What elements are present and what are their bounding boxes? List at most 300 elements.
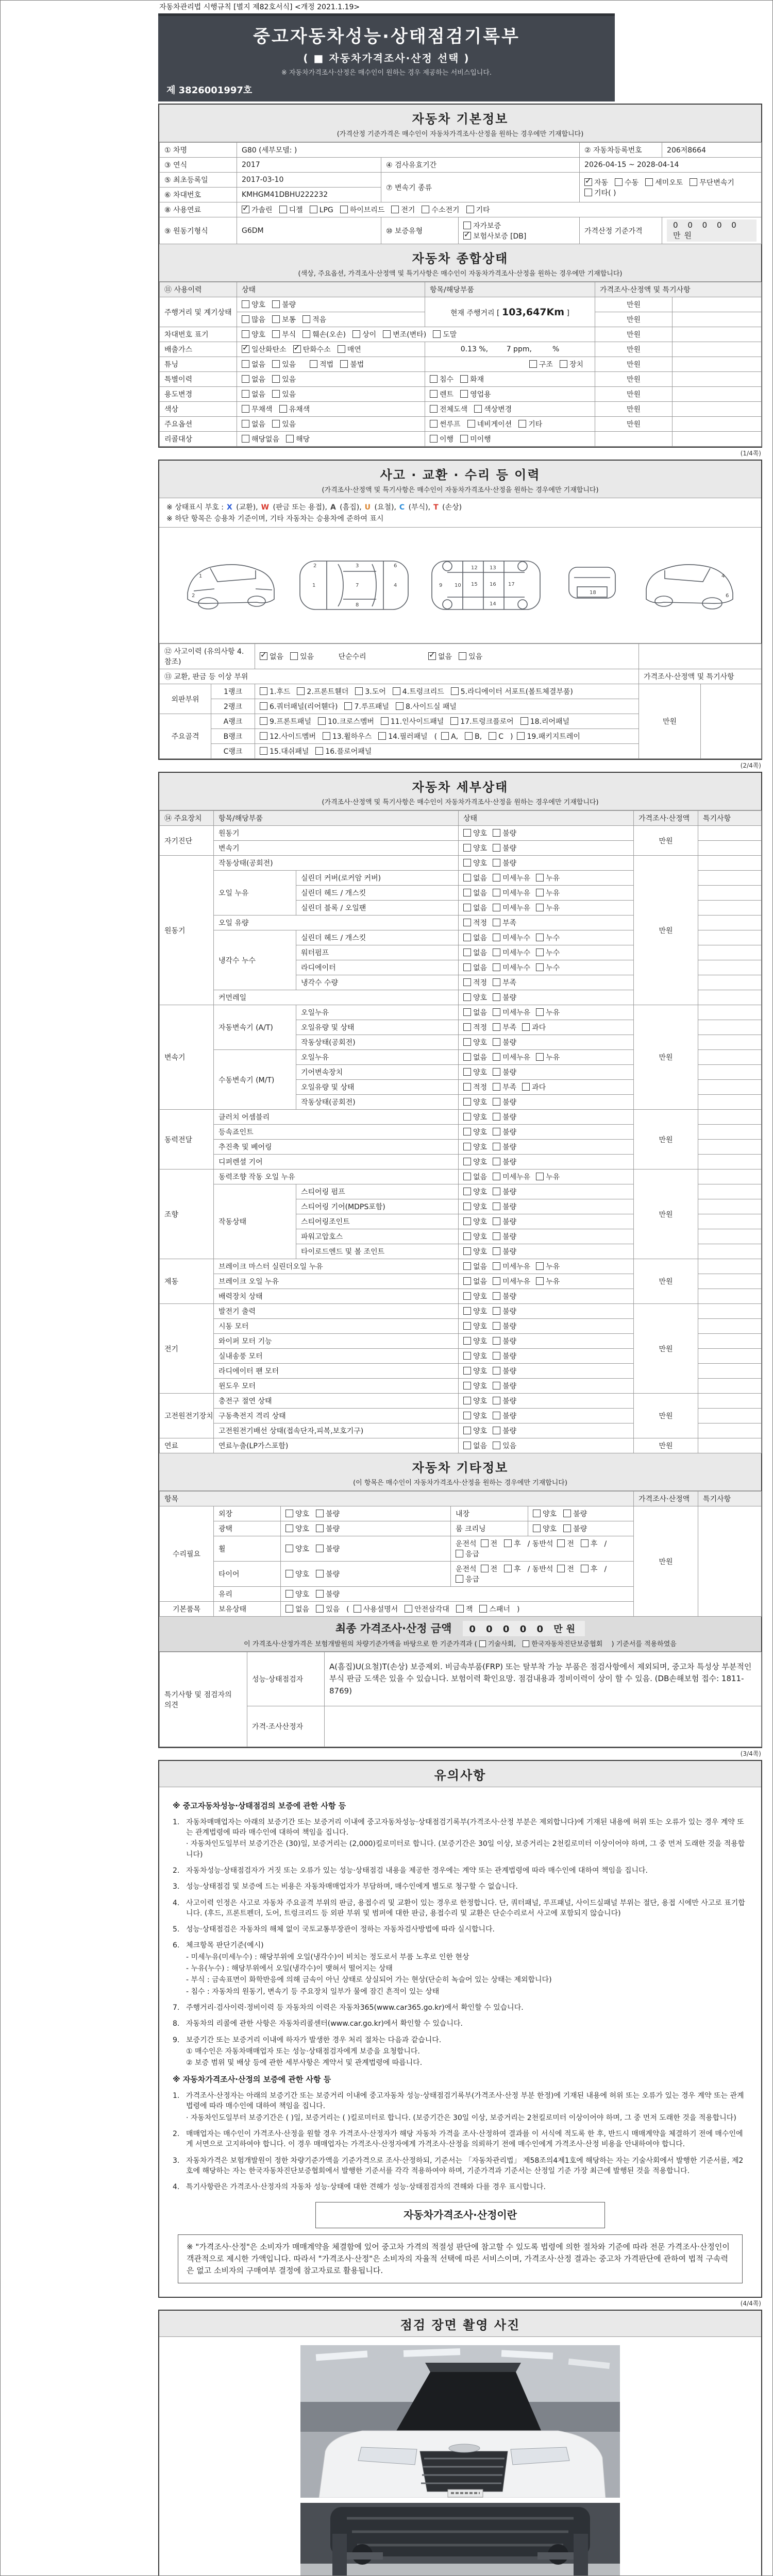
checkbox-option[interactable]: [493, 1022, 516, 1032]
checkbox-option[interactable]: [430, 434, 453, 444]
checkbox-option[interactable]: [690, 177, 734, 188]
checkbox-unchecked[interactable]: [456, 1575, 463, 1583]
checkbox-unchecked[interactable]: [493, 1307, 500, 1315]
checkbox-option[interactable]: [430, 419, 461, 429]
checkbox-option[interactable]: [463, 933, 487, 943]
checkbox-unchecked[interactable]: [318, 717, 326, 725]
checkbox-unchecked[interactable]: [383, 330, 391, 338]
checkbox-option[interactable]: [493, 918, 516, 928]
checkbox-unchecked[interactable]: [493, 1128, 500, 1136]
checkbox-option[interactable]: [557, 1564, 574, 1574]
checkbox-unchecked[interactable]: [463, 948, 471, 956]
checkbox-unchecked[interactable]: [536, 963, 544, 971]
checkbox-option[interactable]: [242, 299, 265, 310]
checkbox-unchecked[interactable]: [463, 904, 471, 911]
checkbox-option[interactable]: [463, 1306, 487, 1316]
checkbox-unchecked[interactable]: [536, 1262, 544, 1270]
checkbox-option[interactable]: [493, 1321, 516, 1331]
checkbox-unchecked[interactable]: [316, 1510, 324, 1517]
checkbox-option[interactable]: [463, 1231, 487, 1242]
checkbox-option[interactable]: [463, 1201, 487, 1212]
checkbox-unchecked[interactable]: [493, 1337, 500, 1345]
checkbox-unchecked[interactable]: [463, 1442, 471, 1449]
checkbox-checked[interactable]: [428, 652, 436, 660]
checkbox-checked[interactable]: [242, 345, 249, 353]
checkbox-option[interactable]: [493, 1396, 516, 1406]
checkbox-option[interactable]: [463, 1261, 487, 1272]
checkbox-unchecked[interactable]: [316, 1570, 324, 1578]
checkbox-option[interactable]: [493, 1246, 516, 1257]
checkbox-unchecked[interactable]: [518, 420, 526, 428]
checkbox-unchecked[interactable]: [493, 1382, 500, 1389]
checkbox-option[interactable]: [381, 716, 444, 726]
checkbox-option[interactable]: [493, 1037, 516, 1047]
checkbox-option[interactable]: [463, 1276, 487, 1286]
checkbox-unchecked[interactable]: [463, 919, 471, 926]
checkbox-unchecked[interactable]: [517, 732, 525, 740]
checkbox-unchecked[interactable]: [430, 420, 438, 428]
checkbox-option[interactable]: [260, 746, 309, 756]
checkbox-option[interactable]: [563, 1509, 587, 1519]
checkbox-option[interactable]: [479, 1604, 510, 1614]
checkbox-option[interactable]: [260, 701, 338, 711]
checkbox-unchecked[interactable]: [378, 732, 386, 740]
checkbox-option[interactable]: [536, 962, 560, 973]
checkbox-unchecked[interactable]: [459, 652, 466, 660]
checkbox-option[interactable]: [272, 329, 296, 340]
checkbox-unchecked[interactable]: [615, 178, 623, 186]
checkbox-option[interactable]: [450, 716, 513, 726]
checkbox-option[interactable]: [463, 962, 487, 973]
checkbox-option[interactable]: [242, 404, 273, 414]
checkbox-unchecked[interactable]: [463, 1232, 471, 1240]
checkbox-option[interactable]: [456, 1574, 479, 1584]
checkbox-option[interactable]: [303, 314, 326, 325]
checkbox-unchecked[interactable]: [285, 1590, 293, 1598]
checkbox-option[interactable]: [260, 651, 283, 662]
checkbox-unchecked[interactable]: [493, 844, 500, 852]
checkbox-unchecked[interactable]: [522, 1023, 530, 1031]
checkbox-option[interactable]: [493, 1291, 516, 1301]
checkbox-option[interactable]: [242, 389, 265, 399]
checkbox-unchecked[interactable]: [479, 1640, 486, 1647]
checkbox-option[interactable]: [581, 1564, 598, 1574]
checkbox-option[interactable]: [493, 858, 516, 868]
checkbox-option[interactable]: [463, 1246, 487, 1257]
checkbox-option[interactable]: [396, 701, 457, 711]
checkbox-unchecked[interactable]: [352, 330, 360, 338]
checkbox-unchecked[interactable]: [290, 652, 298, 660]
checkbox-option[interactable]: [481, 1564, 498, 1574]
checkbox-option[interactable]: [355, 686, 385, 697]
checkbox-unchecked[interactable]: [493, 1023, 500, 1031]
checkbox-option[interactable]: [523, 1638, 602, 1648]
checkbox-option[interactable]: [493, 977, 516, 988]
checkbox-unchecked[interactable]: [297, 687, 305, 695]
checkbox-unchecked[interactable]: [272, 300, 280, 308]
checkbox-unchecked[interactable]: [493, 1397, 500, 1404]
checkbox-option[interactable]: [463, 1007, 487, 1018]
checkbox-unchecked[interactable]: [315, 747, 323, 755]
checkbox-unchecked[interactable]: [242, 420, 249, 428]
checkbox-option[interactable]: [340, 359, 364, 369]
checkbox-option[interactable]: [260, 716, 311, 726]
checkbox-option[interactable]: [463, 1336, 487, 1346]
checkbox-unchecked[interactable]: [493, 993, 500, 1001]
checkbox-unchecked[interactable]: [242, 360, 249, 368]
checkbox-option[interactable]: [430, 389, 453, 399]
checkbox-option[interactable]: [645, 177, 683, 188]
checkbox-option[interactable]: [451, 686, 573, 697]
checkbox-unchecked[interactable]: [479, 1605, 487, 1613]
checkbox-option[interactable]: [272, 419, 296, 429]
checkbox-option[interactable]: [463, 1052, 487, 1062]
checkbox-option[interactable]: [279, 404, 310, 414]
checkbox-unchecked[interactable]: [260, 717, 267, 725]
checkbox-unchecked[interactable]: [242, 300, 249, 308]
checkbox-unchecked[interactable]: [242, 375, 249, 383]
checkbox-option[interactable]: [463, 1411, 487, 1421]
checkbox-option[interactable]: [467, 419, 512, 429]
checkbox-option[interactable]: [584, 188, 616, 198]
checkbox-unchecked[interactable]: [493, 1098, 500, 1106]
checkbox-unchecked[interactable]: [393, 687, 400, 695]
checkbox-unchecked[interactable]: [493, 1008, 500, 1016]
checkbox-unchecked[interactable]: [340, 206, 348, 213]
checkbox-unchecked[interactable]: [493, 919, 500, 926]
checkbox-option[interactable]: [563, 1523, 587, 1534]
checkbox-option[interactable]: [242, 314, 265, 325]
checkbox-option[interactable]: [460, 374, 484, 384]
checkbox-unchecked[interactable]: [260, 747, 267, 755]
checkbox-unchecked[interactable]: [463, 844, 471, 852]
checkbox-option[interactable]: [493, 1411, 516, 1421]
checkbox-option[interactable]: [493, 1276, 530, 1286]
checkbox-option[interactable]: [504, 1564, 521, 1574]
checkbox-unchecked[interactable]: [493, 1292, 500, 1300]
checkbox-option[interactable]: [493, 1440, 516, 1451]
checkbox-option[interactable]: [272, 314, 296, 325]
checkbox-option[interactable]: [493, 1007, 530, 1018]
checkbox-unchecked[interactable]: [285, 1605, 293, 1613]
checkbox-option[interactable]: [536, 873, 560, 883]
checkbox-unchecked[interactable]: [463, 1262, 471, 1270]
checkbox-option[interactable]: [463, 1426, 487, 1436]
checkbox-unchecked[interactable]: [463, 1158, 471, 1165]
checkbox-option[interactable]: [242, 344, 287, 354]
checkbox-option[interactable]: [316, 1523, 340, 1534]
checkbox-option[interactable]: [474, 404, 512, 414]
checkbox-unchecked[interactable]: [523, 1640, 529, 1647]
checkbox-option[interactable]: [493, 1306, 516, 1316]
checkbox-option[interactable]: [584, 177, 608, 188]
checkbox-unchecked[interactable]: [493, 1143, 500, 1150]
checkbox-unchecked[interactable]: [529, 360, 537, 368]
checkbox-option[interactable]: [290, 651, 314, 662]
checkbox-unchecked[interactable]: [493, 1247, 500, 1255]
checkbox-unchecked[interactable]: [316, 1605, 324, 1613]
checkbox-option[interactable]: [430, 404, 467, 414]
checkbox-unchecked[interactable]: [493, 1412, 500, 1419]
checkbox-option[interactable]: [323, 731, 372, 741]
checkbox-option[interactable]: [493, 1187, 516, 1197]
checkbox-option[interactable]: [315, 746, 372, 756]
checkbox-unchecked[interactable]: [242, 435, 249, 443]
checkbox-unchecked[interactable]: [463, 1367, 471, 1375]
checkbox-unchecked[interactable]: [581, 1565, 589, 1572]
checkbox-option[interactable]: [529, 359, 553, 369]
checkbox-option[interactable]: [430, 374, 453, 384]
checkbox-unchecked[interactable]: [279, 206, 287, 213]
checkbox-unchecked[interactable]: [463, 1412, 471, 1419]
checkbox-option[interactable]: [279, 205, 303, 215]
checkbox-unchecked[interactable]: [463, 1322, 471, 1330]
checkbox-option[interactable]: [493, 1142, 516, 1152]
checkbox-unchecked[interactable]: [463, 1143, 471, 1150]
checkbox-option[interactable]: [493, 828, 516, 838]
checkbox-unchecked[interactable]: [493, 948, 500, 956]
checkbox-unchecked[interactable]: [272, 420, 280, 428]
checkbox-unchecked[interactable]: [493, 1038, 500, 1046]
checkbox-unchecked[interactable]: [463, 993, 471, 1001]
checkbox-option[interactable]: [242, 205, 273, 215]
checkbox-option[interactable]: [260, 731, 316, 741]
checkbox-unchecked[interactable]: [463, 1217, 471, 1225]
checkbox-unchecked[interactable]: [463, 1277, 471, 1285]
checkbox-option[interactable]: [463, 1022, 487, 1032]
checkbox-unchecked[interactable]: [522, 1083, 530, 1091]
checkbox-unchecked[interactable]: [536, 874, 544, 882]
checkbox-unchecked[interactable]: [286, 435, 294, 443]
checkbox-option[interactable]: [533, 1523, 557, 1534]
checkbox-option[interactable]: [463, 1097, 487, 1107]
checkbox-unchecked[interactable]: [463, 1008, 471, 1016]
checkbox-unchecked[interactable]: [463, 1023, 471, 1031]
checkbox-unchecked[interactable]: [493, 1217, 500, 1225]
checkbox-option[interactable]: [463, 828, 487, 838]
checkbox-option[interactable]: [463, 1157, 487, 1167]
checkbox-unchecked[interactable]: [536, 1173, 544, 1180]
checkbox-option[interactable]: [463, 1351, 487, 1361]
checkbox-option[interactable]: [463, 1187, 487, 1197]
checkbox-unchecked[interactable]: [285, 1545, 293, 1552]
checkbox-unchecked[interactable]: [536, 934, 544, 941]
checkbox-option[interactable]: [465, 732, 482, 741]
checkbox-unchecked[interactable]: [463, 1038, 471, 1046]
checkbox-unchecked[interactable]: [493, 1158, 500, 1165]
checkbox-option[interactable]: [493, 1366, 516, 1376]
checkbox-option[interactable]: [460, 434, 491, 444]
checkbox-unchecked[interactable]: [463, 1188, 471, 1195]
checkbox-option[interactable]: [286, 434, 310, 444]
checkbox-unchecked[interactable]: [242, 330, 249, 338]
checkbox-unchecked[interactable]: [460, 375, 468, 383]
checkbox-unchecked[interactable]: [493, 1322, 500, 1330]
checkbox-unchecked[interactable]: [463, 874, 471, 882]
checkbox-option[interactable]: [242, 329, 265, 340]
checkbox-unchecked[interactable]: [474, 405, 482, 413]
checkbox-option[interactable]: [493, 873, 530, 883]
checkbox-option[interactable]: [481, 1538, 498, 1549]
checkbox-unchecked[interactable]: [433, 330, 441, 338]
checkbox-option[interactable]: [297, 686, 348, 697]
checkbox-unchecked[interactable]: [260, 687, 267, 695]
checkbox-unchecked[interactable]: [467, 420, 475, 428]
checkbox-option[interactable]: [441, 732, 458, 741]
checkbox-option[interactable]: [536, 1172, 560, 1182]
checkbox-unchecked[interactable]: [493, 978, 500, 986]
checkbox-unchecked[interactable]: [463, 963, 471, 971]
checkbox-unchecked[interactable]: [493, 1053, 500, 1061]
checkbox-unchecked[interactable]: [493, 1277, 500, 1285]
checkbox-unchecked[interactable]: [533, 1510, 541, 1517]
checkbox-unchecked[interactable]: [493, 1083, 500, 1091]
checkbox-option[interactable]: [536, 1276, 560, 1286]
checkbox-option[interactable]: [493, 1351, 516, 1361]
checkbox-option[interactable]: [422, 205, 459, 215]
checkbox-option[interactable]: [463, 1396, 487, 1406]
checkbox-option[interactable]: [518, 419, 542, 429]
checkbox-option[interactable]: [463, 977, 487, 988]
checkbox-option[interactable]: [285, 1544, 309, 1554]
checkbox-unchecked[interactable]: [260, 702, 267, 710]
checkbox-option[interactable]: [463, 903, 487, 913]
checkbox-unchecked[interactable]: [466, 206, 474, 213]
checkbox-option[interactable]: [493, 903, 530, 913]
checkbox-option[interactable]: [493, 1097, 516, 1107]
checkbox-option[interactable]: [522, 1082, 546, 1092]
checkbox-unchecked[interactable]: [460, 390, 468, 398]
checkbox-option[interactable]: [533, 1509, 557, 1519]
checkbox-unchecked[interactable]: [520, 717, 528, 725]
checkbox-unchecked[interactable]: [242, 315, 249, 323]
checkbox-unchecked[interactable]: [463, 1068, 471, 1076]
checkbox-unchecked[interactable]: [463, 829, 471, 837]
checkbox-unchecked[interactable]: [493, 1232, 500, 1240]
checkbox-unchecked[interactable]: [645, 178, 653, 186]
checkbox-unchecked[interactable]: [430, 390, 438, 398]
checkbox-option[interactable]: [456, 1604, 473, 1614]
checkbox-option[interactable]: [463, 1321, 487, 1331]
checkbox-unchecked[interactable]: [463, 1128, 471, 1136]
checkbox-option[interactable]: [504, 1538, 521, 1549]
checkbox-unchecked[interactable]: [493, 889, 500, 896]
checkbox-unchecked[interactable]: [405, 1605, 412, 1613]
checkbox-option[interactable]: [493, 1261, 530, 1272]
checkbox-unchecked[interactable]: [310, 206, 317, 213]
checkbox-option[interactable]: [272, 359, 296, 369]
checkbox-unchecked[interactable]: [563, 1510, 571, 1517]
checkbox-unchecked[interactable]: [272, 360, 280, 368]
checkbox-unchecked[interactable]: [463, 1053, 471, 1061]
checkbox-unchecked[interactable]: [493, 1173, 500, 1180]
checkbox-unchecked[interactable]: [272, 390, 280, 398]
checkbox-option[interactable]: [463, 1112, 487, 1122]
checkbox-unchecked[interactable]: [422, 206, 429, 213]
checkbox-option[interactable]: [463, 1067, 487, 1077]
checkbox-unchecked[interactable]: [465, 732, 473, 740]
checkbox-unchecked[interactable]: [391, 206, 399, 213]
checkbox-unchecked[interactable]: [310, 360, 317, 368]
checkbox-unchecked[interactable]: [493, 904, 500, 911]
checkbox-option[interactable]: [493, 1336, 516, 1346]
checkbox-unchecked[interactable]: [493, 1113, 500, 1121]
checkbox-option[interactable]: [557, 1538, 574, 1549]
checkbox-option[interactable]: [310, 206, 333, 214]
checkbox-unchecked[interactable]: [584, 189, 592, 196]
checkbox-unchecked[interactable]: [354, 1605, 361, 1613]
checkbox-option[interactable]: [493, 947, 530, 958]
checkbox-option[interactable]: [242, 374, 265, 384]
checkbox-unchecked[interactable]: [355, 687, 363, 695]
checkbox-option[interactable]: [536, 1261, 560, 1272]
checkbox-unchecked[interactable]: [581, 1539, 589, 1547]
checkbox-option[interactable]: [536, 888, 560, 898]
checkbox-option[interactable]: [352, 329, 376, 340]
checkbox-option[interactable]: [463, 1216, 487, 1227]
checkbox-unchecked[interactable]: [451, 687, 459, 695]
checkbox-unchecked[interactable]: [338, 345, 345, 353]
checkbox-unchecked[interactable]: [430, 375, 438, 383]
checkbox-unchecked[interactable]: [456, 1550, 463, 1557]
checkbox-option[interactable]: [378, 731, 427, 741]
checkbox-option[interactable]: [316, 1589, 340, 1599]
checkbox-unchecked[interactable]: [344, 702, 352, 710]
checkbox-unchecked[interactable]: [303, 315, 310, 323]
checkbox-option[interactable]: [463, 1366, 487, 1376]
checkbox-unchecked[interactable]: [285, 1524, 293, 1532]
checkbox-unchecked[interactable]: [481, 1565, 489, 1572]
checkbox-option[interactable]: [460, 389, 491, 399]
checkbox-option[interactable]: [463, 1172, 487, 1182]
checkbox-unchecked[interactable]: [493, 874, 500, 882]
checkbox-unchecked[interactable]: [557, 1565, 565, 1572]
checkbox-unchecked[interactable]: [242, 405, 249, 413]
checkbox-option[interactable]: [272, 389, 296, 399]
checkbox-option[interactable]: [391, 205, 415, 215]
checkbox-option[interactable]: [536, 1052, 560, 1062]
checkbox-unchecked[interactable]: [463, 1113, 471, 1121]
checkbox-unchecked[interactable]: [272, 315, 280, 323]
checkbox-unchecked[interactable]: [463, 978, 471, 986]
checkbox-option[interactable]: [242, 359, 265, 369]
checkbox-option[interactable]: [242, 434, 279, 444]
checkbox-unchecked[interactable]: [493, 1068, 500, 1076]
checkbox-unchecked[interactable]: [430, 435, 438, 443]
checkbox-checked[interactable]: [242, 206, 249, 213]
checkbox-unchecked[interactable]: [463, 889, 471, 896]
checkbox-unchecked[interactable]: [563, 1524, 571, 1532]
checkbox-checked[interactable]: [584, 178, 592, 186]
checkbox-option[interactable]: [581, 1538, 598, 1549]
checkbox-option[interactable]: [493, 1067, 516, 1077]
checkbox-checked[interactable]: [293, 345, 301, 353]
checkbox-option[interactable]: [260, 686, 290, 697]
checkbox-option[interactable]: [517, 731, 580, 741]
checkbox-option[interactable]: [456, 1549, 479, 1559]
checkbox-unchecked[interactable]: [493, 859, 500, 867]
checkbox-option[interactable]: [285, 1569, 309, 1579]
checkbox-unchecked[interactable]: [463, 1098, 471, 1106]
checkbox-option[interactable]: [493, 888, 530, 898]
checkbox-unchecked[interactable]: [279, 405, 287, 413]
checkbox-option[interactable]: [285, 1509, 309, 1519]
checkbox-unchecked[interactable]: [493, 1427, 500, 1434]
checkbox-unchecked[interactable]: [493, 934, 500, 941]
checkbox-unchecked[interactable]: [463, 1337, 471, 1345]
checkbox-option[interactable]: [520, 716, 569, 726]
checkbox-option[interactable]: [433, 329, 457, 340]
